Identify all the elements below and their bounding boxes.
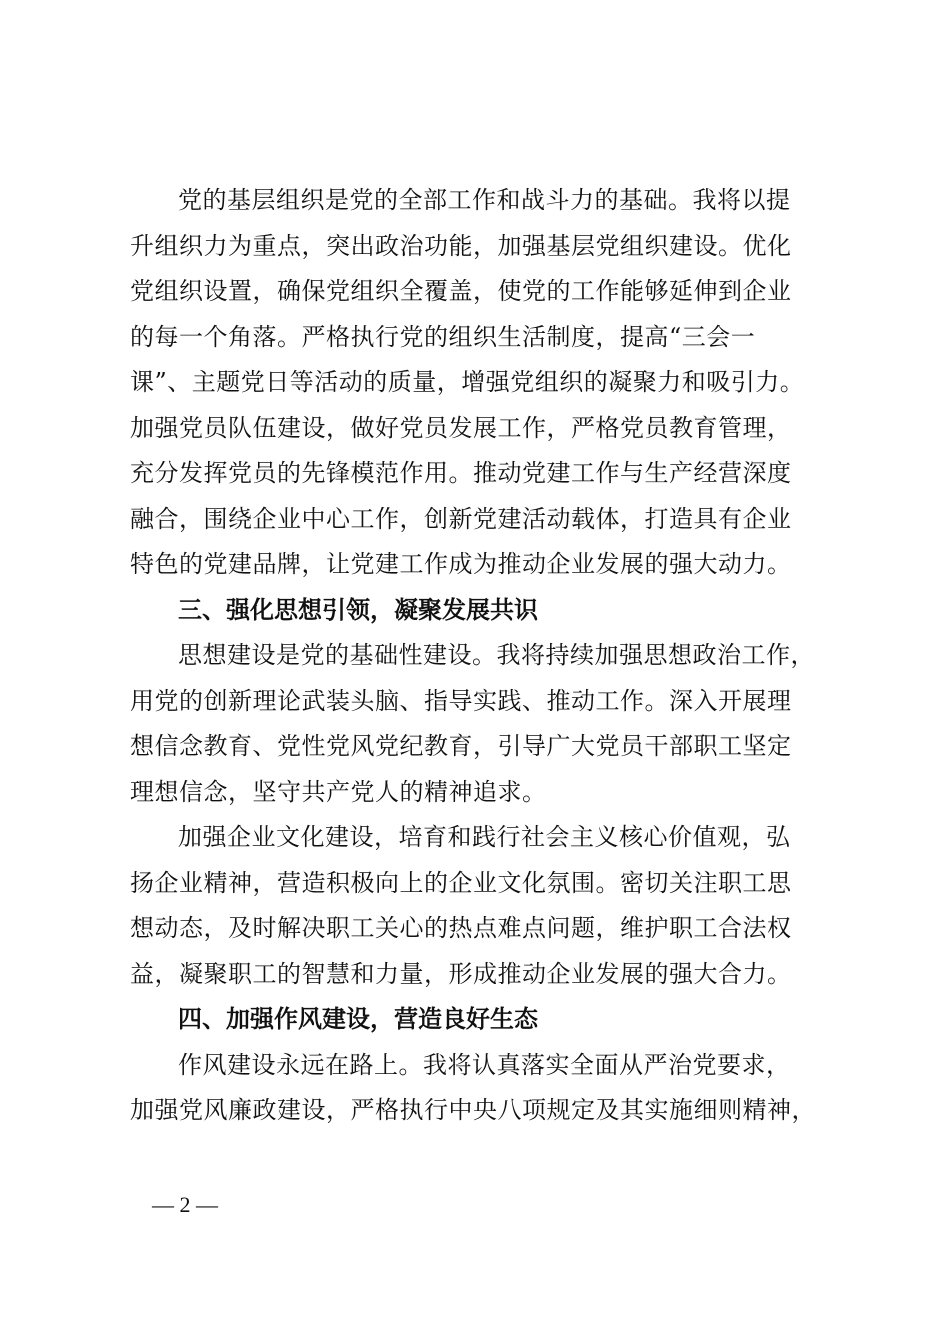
paragraph-line: 课”、主题党日等活动的质量，增强党组织的凝聚力和吸引力。 xyxy=(130,368,805,396)
paragraph-line: 理想信念，坚守共产党人的精神追求。 xyxy=(130,777,547,806)
paragraph-line: 益，凝聚职工的智慧和力量，形成推动企业发展的强大合力。 xyxy=(130,959,792,988)
paragraph-line: 融合，围绕企业中心工作，创新党建活动载体，打造具有企业 xyxy=(130,504,792,533)
paragraph-line: 加强党风廉政建设，严格执行中央八项规定及其实施细则精神， xyxy=(130,1096,816,1124)
paragraph-line: 扬企业精神，营造积极向上的企业文化氛围。密切关注职工思 xyxy=(130,868,792,897)
paragraph-line: 想动态，及时解决职工关心的热点难点问题，维护职工合法权 xyxy=(130,914,792,942)
paragraph-line: 党的基层组织是党的全部工作和战斗力的基础。我将以提 xyxy=(178,186,791,214)
paragraph-line: 思想建设是党的基础性建设。我将持续加强思想政治工作， xyxy=(178,641,815,669)
document-body xyxy=(130,178,820,1134)
section-heading-3: 三、强化思想引领，凝聚发展共识 xyxy=(178,595,538,624)
section-heading-4: 四、加强作风建设，营造良好生态 xyxy=(178,1005,538,1033)
paragraph-line: 作风建设永远在路上。我将认真落实全面从严治党要求， xyxy=(178,1050,791,1079)
paragraph-line: 想信念教育、党性党风党纪教育，引导广大党员干部职工坚定 xyxy=(130,732,792,760)
paragraph-line: 党组织设置，确保党组织全覆盖，使党的工作能够延伸到企业 xyxy=(130,277,792,305)
paragraph-line: 的每一个角落。严格执行党的组织生活制度，提高“三会一 xyxy=(130,322,756,351)
page-number: — 2 — xyxy=(152,1192,218,1217)
paragraph-line: 用党的创新理论武装头脑、指导实践、推动工作。深入开展理 xyxy=(130,686,792,715)
paragraph-line: 充分发挥党员的先锋模范作用。推动党建工作与生产经营深度 xyxy=(130,459,792,487)
paragraph-line: 特色的党建品牌，让党建工作成为推动企业发展的强大动力。 xyxy=(130,550,792,578)
paragraph-line: 升组织力为重点，突出政治功能，加强基层党组织建设。优化 xyxy=(130,231,792,260)
paragraph-line: 加强企业文化建设，培育和践行社会主义核心价值观，弘 xyxy=(178,823,791,851)
paragraph-line: 加强党员队伍建设，做好党员发展工作，严格党员教育管理， xyxy=(130,413,792,442)
